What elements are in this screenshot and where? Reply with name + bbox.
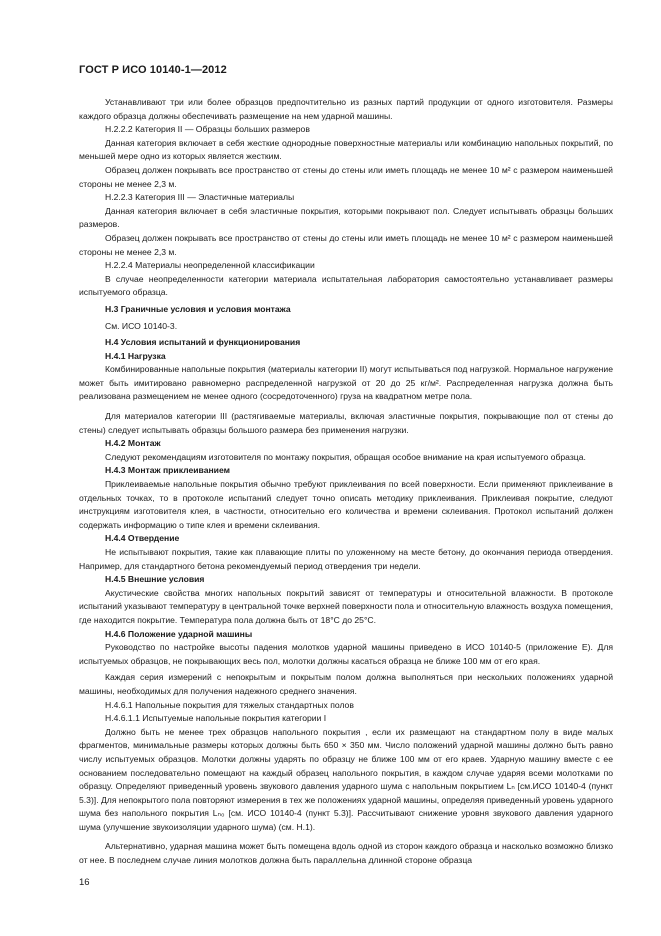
paragraph: Для материалов категории III (растягиваемые материалы, включая эластичные покрытия, покрывающие пол от стены до стены) следует испытывать образцы большого размера без применения нагрузки. bbox=[79, 411, 613, 435]
subsection-heading: Н.2.2.3 Категория III — Эластичные материалы bbox=[105, 192, 295, 203]
paragraph: Данная категория включает в себя жесткие однородные поверхностные материалы или комбинацию напольных покрытий, по меньшей мере одно из которых является жестким. bbox=[79, 137, 613, 162]
paragraph: Образец должен покрывать все пространство от стены до стены или иметь площадь не менее 10 м² с размером наименьшей стороны не менее 2,3 м. bbox=[79, 232, 613, 257]
paragraph: См. ИСО 10140-3. bbox=[105, 320, 178, 331]
paragraph: Акустические свойства многих напольных покрытий зависят от температуры и относительной влажности. В протоколе испытаний указывают температуру в центральной точке верхней поверхности пола и относительную влажность воздуха помещения, где находится покрытие. Температура пола должна быть от 18°С до 25°С. bbox=[79, 587, 613, 625]
paragraph: Образец должен покрывать все пространство от стены до стены или иметь площадь не менее 10 м² с размером наименьшей стороны не менее 2,3 м. bbox=[79, 164, 613, 189]
subsection-heading: Н.2.2.2 Категория II — Образцы больших размеров bbox=[105, 124, 310, 135]
section-heading: Н.4 Условия испытаний и функционирования bbox=[105, 337, 301, 348]
section-heading: Н.4.6 Положение ударной машины bbox=[105, 628, 253, 639]
paragraph: Должно быть не менее трех образцов напольного покрытия , если их размещают на стандартном полу в виде малых фрагментов, минимальные размеры которых должны быть 650 × 350 мм. Число положений ударной машины должно быть равно числу испытуемых образцов. Молотки должны ударять по образцу не ближе 100 мм от его краев. Ударную машину вместе с ее основанием последовательно помещают на каждый образец напольного покрытия, в каждом случае ударяя всеми молотками по образцу. Определяют приведенный уровень звукового давления ударного шума с напольным покрытием Lₙ [см.ИСО 10140-4 (пункт 5.3)]. Для непокрытого пола повторяют измерения в тех же положениях ударной машины, определяя приведенный уровень ударного шума без напольного покрытия Lₙ₀ [см. ИСО 10140-4 (пункт 5.3)]. Рассчитывают снижение уровня звукового давления ударного шума (улучшение звукоизоляции ударного шума) (см. Н.1). bbox=[79, 726, 613, 832]
paragraph: Руководство по настройке высоты падения молотков ударной машины приведено в ИСО 10140-5 (приложение Е). Для испытуемых образцов, не покрывающих весь пол, молотки должны касаться образца не ближе 100 мм от его края. bbox=[79, 642, 613, 666]
paragraph: Устанавливают три или более образцов предпочтительно из разных партий продукции от одного изготовителя. Размеры каждого образца должны обеспечивать размещение на нем ударной машины. bbox=[79, 97, 613, 121]
paragraph: Не испытывают покрытия, такие как плавающие плиты по уложенному на месте бетону, до окончания периода отвердения. Например, для стандартного бетона рекомендуемый период отвердения три недели. bbox=[79, 547, 613, 571]
paragraph: В случае неопределенности категории материала испытательная лаборатория самостоятельно устанавливает размеры испытуемого образца. bbox=[79, 273, 613, 298]
section-heading: Н.4.3 Монтаж приклеиванием bbox=[105, 465, 230, 476]
section-heading: Н.4.2 Монтаж bbox=[105, 438, 161, 449]
paragraph: Альтернативно, ударная машина может быть помещена вдоль одной из сторон каждого образца и насколько возможно близко от нее. В последнем случае линия молотков должна быть параллельна длинной стороне образца bbox=[79, 841, 614, 866]
subsection-heading: Н.4.6.1 Напольные покрытия для тяжелых стандартных полов bbox=[105, 699, 354, 710]
page-number: 16 bbox=[79, 877, 90, 888]
subsection-heading: Н.4.6.1.1 Испытуемые напольные покрытия категории I bbox=[105, 713, 327, 724]
section-heading: Н.4.4 Отвердение bbox=[105, 533, 180, 544]
paragraph: Каждая серия измерений с непокрытым и покрытым полом должна выполняться при нескольких положениях ударной машины, необходимых для получения надежного среднего значения. bbox=[79, 672, 613, 696]
section-heading: Н.4.5 Внешние условия bbox=[105, 574, 205, 585]
paragraph: Следуют рекомендациям изготовителя по монтажу покрытия, обращая особое внимание на края испытуемого образца. bbox=[105, 451, 586, 462]
document-header: ГОСТ Р ИСО 10140-1—2012 bbox=[79, 64, 227, 76]
section-heading: Н.3 Граничные условия и условия монтажа bbox=[105, 303, 291, 314]
section-heading: Н.4.1 Нагрузка bbox=[105, 350, 166, 361]
paragraph: Комбинированные напольные покрытия (материалы категории II) могут испытываться под нагрузкой. Нормальное нагружение может быть имитировано равномерно распределенной нагрузкой от 20 до 25 кг/м². Распределенная нагрузка должна быть реализована размещением не менее одного (сосредоточенного) груза на квадратном метре пола. bbox=[79, 364, 613, 402]
paragraph: Приклеиваемые напольные покрытия обычно требуют приклеивания по всей поверхности. Если применяют приклеивание в отдельных точках, то в протоколе испытаний следует точно описать методику приклеивания. Приклеивая покрытие, следуют инструкциям изготовителя клея, в частности, относительно его количества и времени склеивания. Протокол испытаний должен содержать информацию о типе клея и времени склеивания. bbox=[79, 479, 613, 530]
subsection-heading: Н.2.2.4 Материалы неопределенной классификации bbox=[105, 260, 315, 271]
paragraph: Данная категория включает в себя эластичные покрытия, которыми покрывают пол. Следует испытывать образцы больших размеров. bbox=[79, 205, 613, 230]
document-body bbox=[79, 96, 613, 868]
